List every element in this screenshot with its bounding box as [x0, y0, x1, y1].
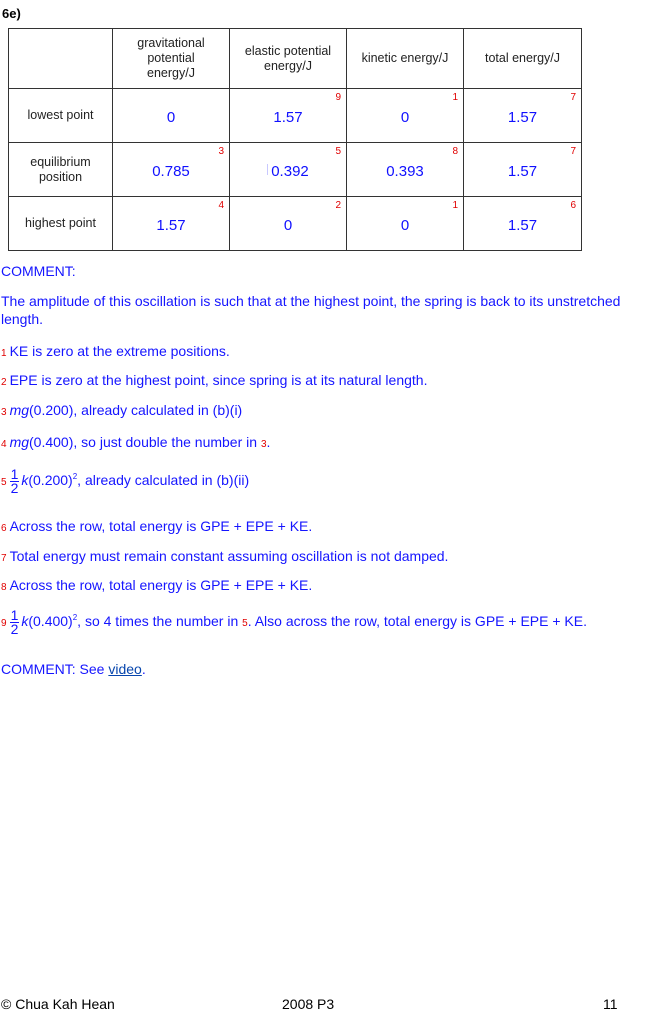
table-row [9, 143, 582, 197]
cell-total [464, 89, 582, 143]
comment-final-suffix: . [141, 661, 146, 677]
mark-number: 1 [452, 200, 458, 211]
note-text: EPE is zero at the highest point, since spring is at its natural length. [9, 372, 428, 388]
note-number: 5 [1, 477, 7, 489]
comment-intro: The amplitude of this oscillation is such that at the highest point, the spring is back to its unstretched length. [1, 293, 621, 327]
comment-heading: COMMENT: [1, 263, 76, 279]
note-number: 1 [1, 348, 7, 359]
header-blank [9, 29, 113, 89]
cell-gpe [113, 89, 230, 143]
fraction-half: $\frac{1}{2}$ [10, 466, 19, 496]
note-argument: (0.400) [29, 434, 74, 450]
header-epe: elastic potential energy/J [230, 29, 347, 89]
comment-final-prefix: COMMENT: See [1, 661, 109, 677]
cell-value: 0.785 [152, 162, 190, 180]
note-exponent: 2 [72, 613, 78, 623]
cell-value: 1.57 [273, 108, 303, 126]
energy-table [8, 28, 582, 251]
note-symbol: k [21, 613, 29, 630]
fraction-half: $\frac{1}{2}$ [10, 607, 19, 637]
note-number: 9 [1, 618, 7, 630]
table-row [9, 197, 582, 251]
question-label: 6e) [2, 6, 21, 21]
note-8 [1, 576, 312, 597]
note-number: 8 [1, 582, 7, 593]
note-reference: 3 [260, 439, 267, 450]
cell-total [464, 197, 582, 251]
note-number: 2 [1, 377, 7, 388]
note-text: , already calculated in (b)(ii) [77, 472, 250, 489]
cell-value: 0.393 [386, 162, 424, 180]
cell-epe [230, 143, 347, 197]
row-label-highest: highest point [9, 197, 113, 251]
cell-value: 0 [400, 216, 410, 234]
video-link[interactable]: video [108, 661, 142, 677]
note-end: . Also across the row, total energy is GPE + EPE + KE. [247, 613, 587, 630]
footer-page-number: 11 [603, 996, 618, 1012]
table-header-row [9, 29, 582, 89]
cell-value: 0 [166, 108, 176, 126]
note-number: 6 [1, 523, 7, 534]
note-argument: (0.200) [29, 402, 74, 418]
cell-value: 1.57 [507, 162, 538, 180]
table-row [9, 89, 582, 143]
cell-epe [230, 197, 347, 251]
note-exponent: 2 [72, 472, 78, 482]
mark-number: 3 [218, 146, 224, 157]
note-5 [1, 468, 249, 495]
note-text: Total energy must remain constant assuming oscillation is not damped. [9, 548, 449, 564]
note-text: Across the row, total energy is GPE + EPE + KE. [9, 577, 313, 593]
note-symbol: k [21, 472, 29, 489]
mark-number: 1 [452, 92, 458, 103]
cell-ke [347, 197, 464, 251]
cell-value: 0 [400, 108, 410, 126]
note-text: KE is zero at the extreme positions. [9, 343, 230, 359]
mark-number: 2 [335, 200, 341, 211]
cell-value: 0 [283, 216, 293, 234]
header-total: total energy/J [464, 29, 582, 89]
note-text: , already calculated in (b)(i) [73, 402, 243, 418]
note-6 [1, 517, 312, 538]
note-9 [1, 609, 587, 636]
note-1 [1, 342, 230, 363]
note-argument: (0.400) [28, 613, 73, 630]
note-3 [1, 401, 242, 422]
cell-epe [230, 89, 347, 143]
note-symbol: mg [9, 434, 30, 450]
cell-value: 1.57 [507, 216, 538, 234]
mark-number: 7 [570, 146, 576, 157]
mark-number: 5 [335, 146, 341, 157]
note-4 [1, 433, 270, 454]
cell-ke [347, 89, 464, 143]
mark-number: 8 [452, 146, 458, 157]
footer-copyright: © Chua Kah Hean [1, 996, 115, 1012]
mark-number: 6 [570, 200, 576, 211]
note-text: Across the row, total energy is GPE + EPE + KE. [9, 518, 313, 534]
note-2 [1, 371, 427, 392]
row-label-equilibrium: equilibrium position [9, 143, 113, 197]
cursor-tick [267, 164, 268, 175]
comment-final [1, 660, 146, 678]
note-number: 4 [1, 439, 7, 450]
note-number: 3 [1, 407, 7, 418]
mark-number: 4 [218, 200, 224, 211]
cell-value: 1.57 [507, 108, 538, 126]
note-end: . [266, 434, 271, 450]
mark-number: 9 [335, 92, 341, 103]
note-number: 7 [1, 553, 7, 564]
mark-number: 7 [570, 92, 576, 103]
cell-ke [347, 143, 464, 197]
footer-paper: 2008 P3 [282, 996, 335, 1012]
header-ke: kinetic energy/J [347, 29, 464, 89]
cell-gpe [113, 143, 230, 197]
cell-gpe [113, 197, 230, 251]
note-7 [1, 547, 448, 568]
header-gpe: gravitational potential energy/J [113, 29, 230, 89]
note-symbol: mg [9, 402, 30, 418]
note-text: , so 4 times the number in [77, 613, 243, 630]
row-label-lowest: lowest point [9, 89, 113, 143]
cell-total [464, 143, 582, 197]
cell-value: 1.57 [156, 216, 186, 234]
note-reference: 5 [242, 618, 248, 630]
note-argument: (0.200) [28, 472, 73, 489]
cell-value: 0.392 [271, 162, 309, 180]
note-text: , so just double the number in [73, 434, 261, 450]
